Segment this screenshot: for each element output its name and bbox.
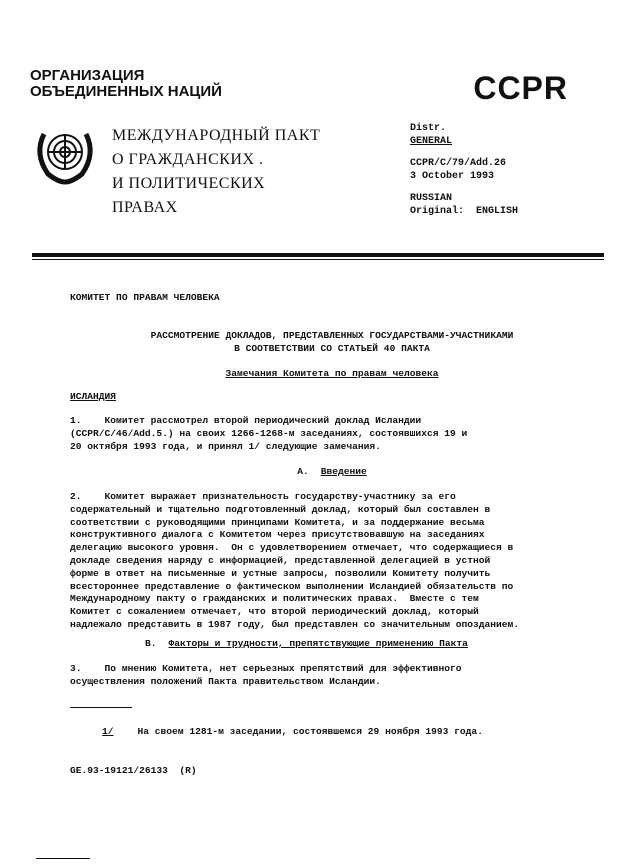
text-line: Комитет с сожалением отмечает, что второй периодический доклад, который bbox=[70, 606, 479, 618]
section-number: A. bbox=[297, 466, 309, 477]
text-line: всестороннее представление о фактическом выполнении Исландией обязательств по bbox=[70, 580, 514, 592]
paragraph-3 bbox=[70, 663, 462, 689]
document-series-symbol: CCPR bbox=[473, 70, 568, 106]
bottom-rule bbox=[36, 858, 90, 859]
header-rule-thin bbox=[32, 259, 604, 260]
distribution: GENERAL bbox=[410, 136, 453, 147]
spacer bbox=[410, 183, 518, 192]
subheading-text: Замечания Комитета по правам человека bbox=[225, 368, 439, 379]
subheading bbox=[12, 368, 640, 381]
heading-line: РАССМОТРЕНИЕ ДОКЛАДОВ, ПРЕДСТАВЛЕННЫХ ГОСУДАРСТВАМИ-УЧАСТНИКАМИ bbox=[150, 330, 514, 341]
section-a-heading bbox=[12, 466, 640, 479]
organization-name bbox=[30, 68, 222, 100]
section-title: Факторы и трудности, препятствующие применению Пакта bbox=[168, 638, 468, 649]
text-line: содержательный и тщательно подготовленный доклад, который был составлен в bbox=[70, 503, 491, 515]
title-line: ПРАВАХ bbox=[112, 199, 178, 216]
doc-symbol: CCPR/C/79/Add.26 bbox=[410, 158, 507, 169]
title-line: О ГРАЖДАНСКИХ . bbox=[112, 151, 264, 168]
section-title: Введение bbox=[320, 466, 367, 477]
text-line: делегацию высокого уровня. Он с удовлетворением отмечает, что содержащиеся в bbox=[70, 542, 514, 554]
header-rule bbox=[32, 253, 604, 257]
org-line: ОБЪЕДИНЕННЫХ НАЦИЙ bbox=[30, 83, 222, 100]
title-line: И ПОЛИТИЧЕСКИХ bbox=[112, 175, 266, 192]
committee-text: КОМИТЕТ ПО ПРАВАМ ЧЕЛОВЕКА bbox=[70, 292, 220, 303]
paragraph-1 bbox=[70, 415, 467, 453]
text-line: 3. По мнению Комитета, нет серьезных препятствий для эффективного bbox=[70, 663, 462, 674]
original-language: Original: ENGLISH bbox=[410, 206, 519, 217]
text-line: форме в ответ на письменные и устные запросы, позволили Комитету получить bbox=[70, 567, 491, 579]
section-number: B. bbox=[145, 638, 157, 649]
footnote-text: На своем 1281-м заседании, состоявшемся 29 ноября 1993 года. bbox=[137, 726, 483, 737]
org-line: ОРГАНИЗАЦИЯ bbox=[30, 67, 145, 84]
text-line: надлежало представить в 1987 году, был представлен со значительным опозданием. bbox=[70, 618, 520, 630]
text-line: соответствии с руководящими принципами Комитета, и за поддержание весьма bbox=[70, 516, 485, 528]
un-emblem-icon bbox=[30, 122, 100, 188]
spacer bbox=[410, 148, 518, 157]
text-line: 2. Комитет выражает признательность государству-участнику за его bbox=[70, 491, 456, 502]
text-line: осуществления положений Пакта правительством Исландии. bbox=[70, 675, 381, 687]
country-heading bbox=[70, 391, 116, 404]
text-line: Международному пакту о гражданских и политических правах. Вместе с тем bbox=[70, 593, 479, 605]
committee-name bbox=[70, 292, 220, 305]
job-number-text: GE.93-19121/26133 (R) bbox=[70, 765, 197, 776]
title-line: МЕЖДУНАРОДНЫЙ ПАКТ bbox=[112, 127, 321, 144]
document-metadata bbox=[410, 122, 518, 218]
job-number bbox=[70, 765, 197, 778]
text-line: (CCPR/C/46/Add.5.) на своих 1266-1268-м заседаниях, состоявшихся 19 и bbox=[70, 427, 468, 439]
footnote-mark: 1/ bbox=[102, 726, 114, 737]
text-line: конструктивного диалога с Комитетом через присутствовавшую на заседаниях bbox=[70, 529, 485, 541]
text-line: 20 октября 1993 года, и принял 1/ следующие замечания. bbox=[70, 440, 381, 452]
footnote-separator bbox=[70, 707, 132, 708]
country-text: ИСЛАНДИЯ bbox=[70, 391, 117, 402]
covenant-title bbox=[112, 124, 320, 220]
doc-date: 3 October 1993 bbox=[410, 171, 495, 182]
distr-label: Distr. bbox=[410, 123, 447, 134]
main-heading bbox=[12, 330, 640, 356]
language: RUSSIAN bbox=[410, 193, 453, 204]
text-line: докладе сведения наряду с информацией, представленной делегацией в устной bbox=[70, 554, 491, 566]
section-b-heading bbox=[145, 638, 468, 651]
text-line: 1. Комитет рассмотрел второй периодический доклад Исландии bbox=[70, 415, 422, 426]
footnote bbox=[102, 726, 483, 739]
paragraph-2 bbox=[70, 491, 519, 632]
heading-line: В СООТВЕТСТВИИ СО СТАТЬЕЙ 40 ПАКТА bbox=[234, 342, 430, 354]
